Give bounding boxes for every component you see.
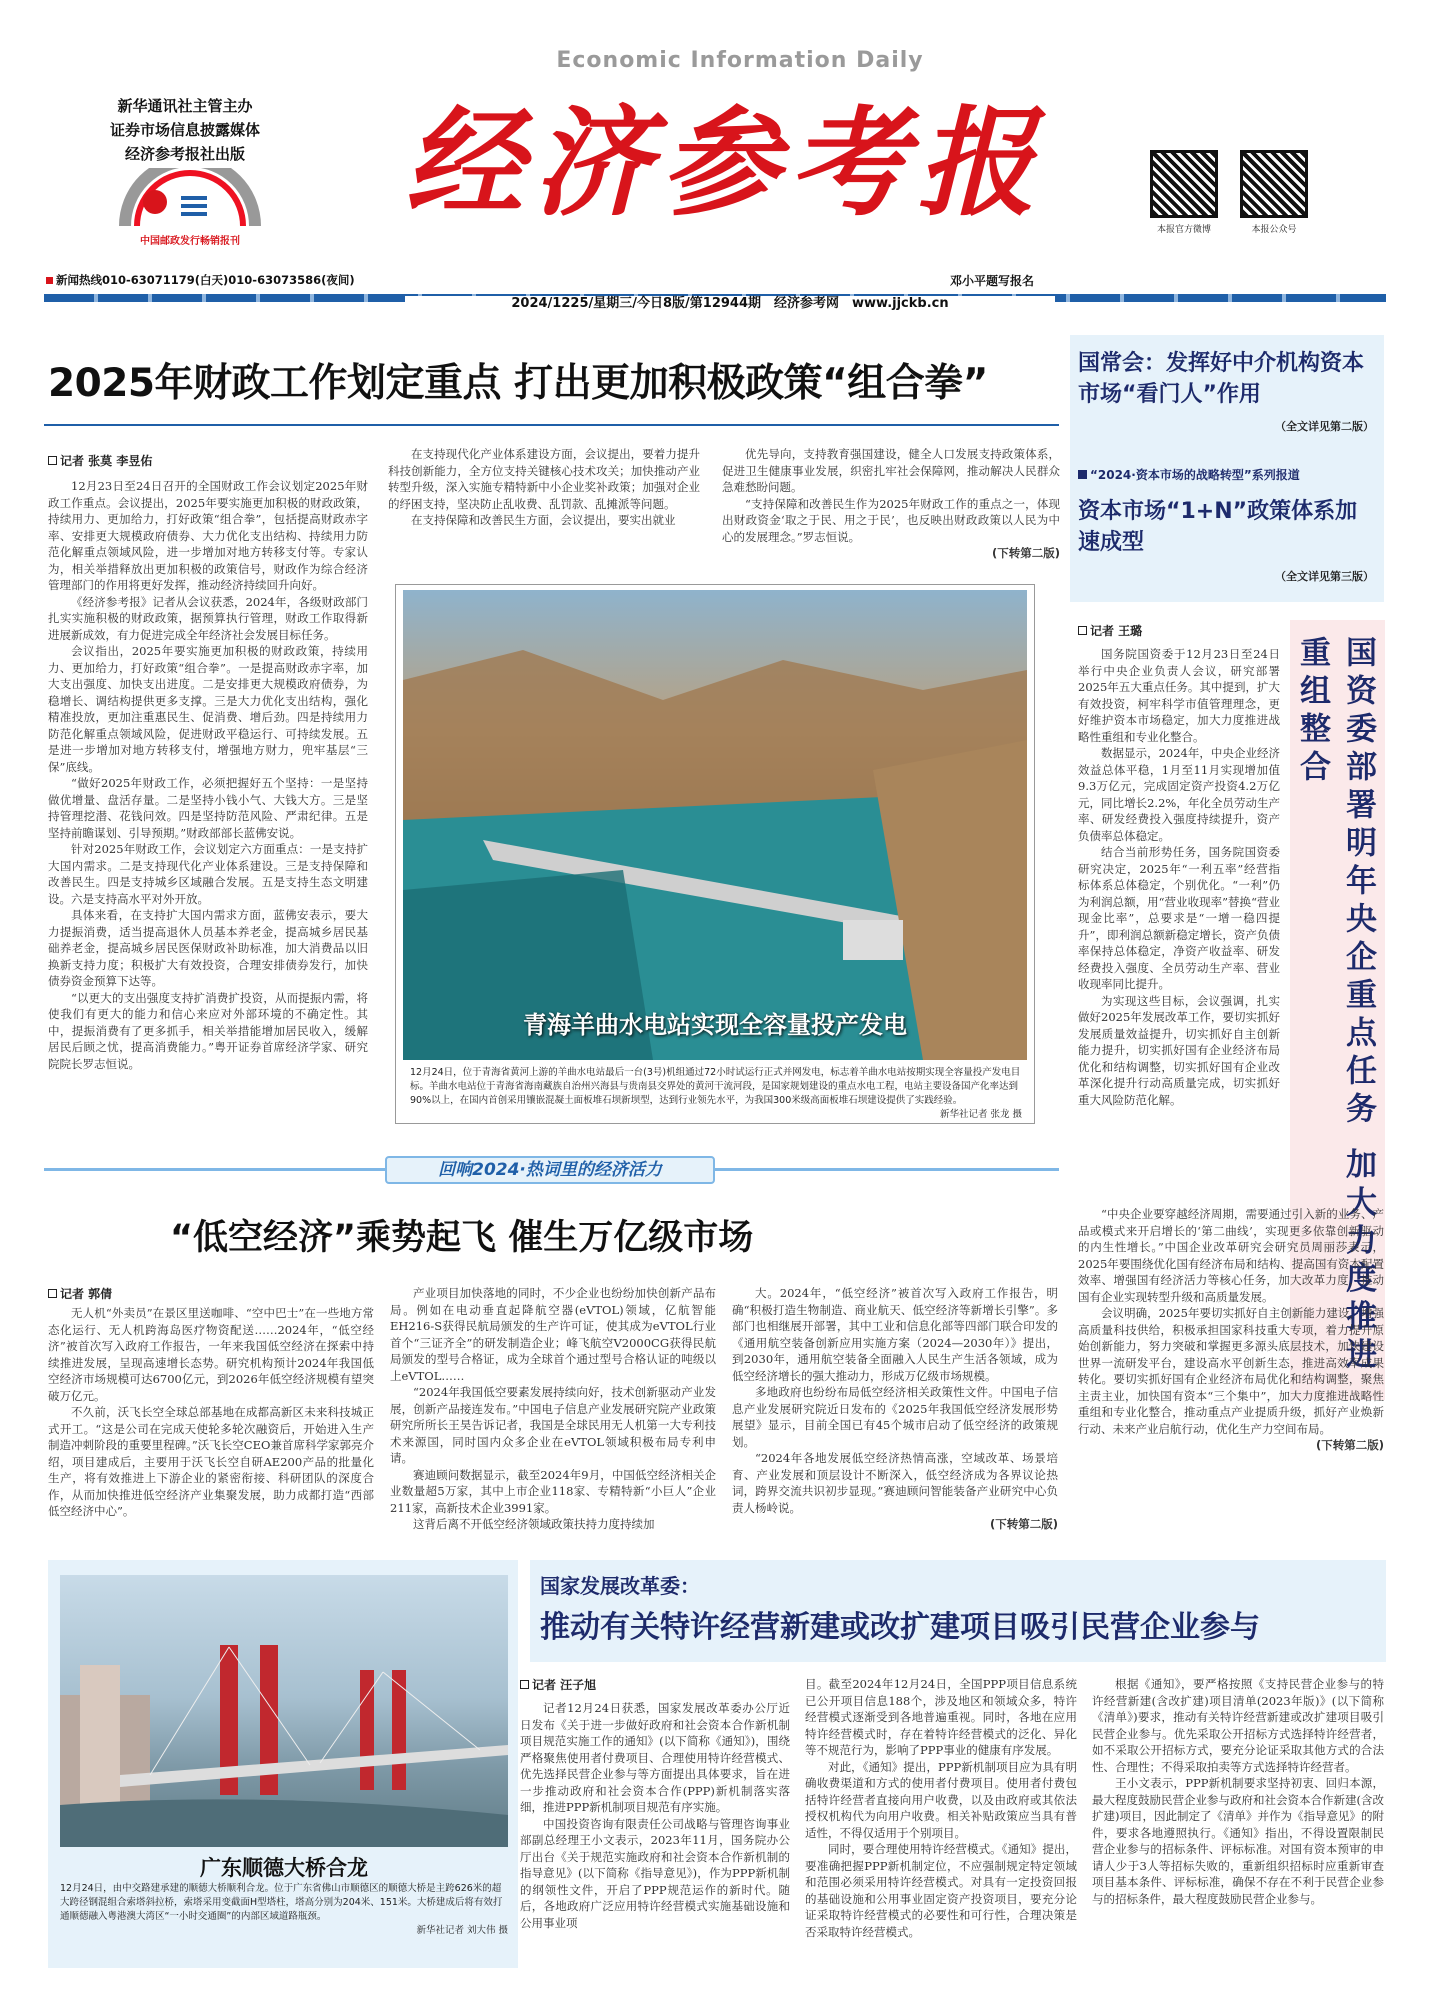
lowalt-byline-text: 记者 郭倩	[60, 1287, 113, 1301]
lowalt-byline	[48, 1285, 112, 1302]
english-title: Economic Information Daily	[556, 48, 924, 73]
sidebar-mid-more[interactable]: （全文详见第三版）	[1275, 570, 1374, 583]
paragraph: 优先导向，支持教育强国建设，健全人口发展支持政策体系，促进卫生健康事业发展，织密扎牢社会保障网，推动解决人民群众急难愁盼问题。	[722, 447, 1060, 494]
ndrc-headline[interactable]: 推动有关特许经营新建或改扩建项目吸引民营企业参与	[540, 1610, 1260, 1645]
soe-long-column	[1078, 1206, 1384, 1546]
lead-byline-text: 记者 张莫 李昱佑	[60, 454, 153, 468]
paragraph: 目。截至2024年12月24日，全国PPP项目信息系统已公开项目信息188个，涉及地区和领域众多，特许经营模式逐渐受到各地普遍重视。同时，各地在应用特许经营模式时，存在着特许经营模式的泛化、异化等不规范行为，影响了PPP事业的健康有序发展。	[805, 1677, 1077, 1757]
lowalt-continued[interactable]: (下转第二版)	[989, 1517, 1058, 1531]
ndrc-column-2	[805, 1676, 1077, 1988]
bridge-photo-caption	[60, 1882, 508, 1938]
lead-column-3	[722, 446, 1060, 586]
lead-column-2	[388, 446, 700, 580]
paragraph: 不久前，沃飞长空全球总部基地在成都高新区未来科技城正式开工。“这是公司在完成天使轮多轮次融资后，开始进入生产制造冲刺阶段的重要里程碑。”沃飞长空CEO兼首席科学家郭亮介绍，项目建成后，主要用于沃飞长空自研AE200产品的批量化生产，将有效推进上下游企业的紧密衔接、科研团队的深度合作，从而加快推进低空经济产业集聚发展，助力成都打造“西部低空经济中心”。	[48, 1405, 374, 1518]
paragraph: 这背后离不开低空经济领域政策扶持力度持续加	[413, 1517, 655, 1531]
paragraph: 记者12月24日获悉，国家发展改革委办公厅近日发布《关于进一步做好政府和社会资本合作新机制项目规范实施工作的通知》(以下简称《通知》)，围绕严格聚焦使用者付费项目、合理使用特许经营模式、优先选择民营企业参与等方面提出具体要求，旨在进一步推动政府和社会资本合作(PPP)新机制落实落细，推进PPP新机制项目规范有序实施。	[520, 1701, 790, 1814]
lead-byline	[48, 452, 152, 469]
soe-short-column	[1078, 646, 1280, 1206]
sidebar-top-headline[interactable]: 国常会：发挥好中介机构资本市场“看门人”作用	[1078, 351, 1365, 407]
publisher-line: 经济参考报社出版	[124, 145, 245, 163]
series-text: “2024·资本市场的战略转型”系列报道	[1090, 468, 1300, 482]
paragraph: 中国投资咨询有限责任公司战略与管理咨询事业部副总经理王小文表示，2023年11月，国务院办公厅出台《关于规范实施政府和社会资本合作新机制的指导意见》(以下简称《指导意见》)，作为PPP新机制的纲领性文件，开启了PPP规范运作的新时代。随后，各地政府广泛应用特许经营模式实施基础设施和公用事业项	[520, 1816, 790, 1930]
lead-column-1	[48, 478, 368, 1178]
paragraph: 多地政府也纷纷布局低空经济相关政策性文件。中国电子信息产业发展研究院近日发布的《2025年我国低空经济发展形势展望》显示，目前全国已有45个城市启动了低空经济的政策规划。	[732, 1385, 1058, 1449]
soe-continued[interactable]: (下转第二版)	[1315, 1438, 1384, 1452]
soe-byline-text: 记者 王璐	[1090, 624, 1143, 638]
lowalt-column-1	[48, 1305, 374, 1575]
paragraph: 为实现这些目标，会议强调，扎实做好2025年发展改革工作，要切实抓好发展质量效益提升，切实抓好自主创新能力提升，切实抓好国有企业经济布局优化和结构调整，切实抓好国有企业改革深化提升行动高质量完成，切实抓好重大风险防范化解。	[1078, 993, 1280, 1107]
soe-vertical-title[interactable]: 国资委部署明年央企重点任务 加大力度推进重组整合	[1294, 636, 1376, 1376]
qr-label: 本报官方微博	[1156, 225, 1211, 235]
calligraphy-note: 邓小平题写报名	[950, 274, 1035, 288]
hotline-text: 新闻热线010-63071179(白天)010-63073586(夜间)	[56, 273, 355, 287]
lowalt-headline[interactable]: “低空经济”乘势起飞 催生万亿级市场	[170, 1218, 754, 1258]
paragraph: 产业项目加快落地的同时，不少企业也纷纷加快创新产品布局。例如在电动垂直起降航空器(eVTOL)领域，亿航智能EH216-S获得民航局颁发的生产许可证，使其成为eVTOL行业首个“三证齐全”的研发制造企业；峰飞航空V2000CG获得民航局颁发的型号合格证，成为全球首个通过型号合格认证的吨级以上eVTOL……	[390, 1286, 716, 1383]
paragraph: 会议明确，2025年要切实抓好自主创新能力建设，增强高质量科技供给，积极承担国家科技重大专项，着力提升原始创新能力，努力突破和掌握更多源头底层技术，加快建设世界一流研发平台，建设高水平创新生态，推进高效率成果转化。要切实抓好国有企业经济布局优化和结构调整，聚焦主责主业，加快国有资本“三个集中”，加大力度推进战略性重组和专业化整合，推动重点产业提质升级，抓好产业焕新行动、未来产业启航行动，优化生产力空间布局。	[1078, 1306, 1384, 1436]
lowalt-column-3	[732, 1285, 1058, 1577]
photo-credit: 新华社记者 刘大伟 摄	[416, 1925, 508, 1936]
caption-text: 12月24日，由中交路建承建的顺德大桥顺利合龙。位于广东省佛山市顺德区的顺德大桥是主跨626米的超大跨径钢混组合索塔斜拉桥，索塔采用变截面H型塔柱，塔高分别为204米、151米。大桥建成后将有效打通顺德融入粤港澳大湾区“一小时交通圈”的内部区域道路瓶颈。	[60, 1883, 503, 1922]
ndrc-byline	[520, 1676, 596, 1693]
paragraph: “2024年各地发展低空经济热情高涨，空域改革、场景培育、产业发展和顶层设计不断深入，低空经济成为各界议论热词，跨界交流共识初步显现。”赛迪顾问智能装备产业研究中心负责人杨岭说。	[732, 1451, 1058, 1515]
lead-continued[interactable]: (下转第二版)	[991, 546, 1060, 560]
sidebar-top-more[interactable]: （全文详见第二版）	[1275, 420, 1374, 433]
series-marker-icon	[1078, 470, 1087, 479]
section-band-label: 回响2024·热词里的经济活力	[385, 1156, 715, 1184]
paragraph: 12月23日至24日召开的全国财政工作会议划定2025年财政工作重点。会议提出，2025年要实施更加积极的财政政策，持续用力、更加给力，打好政策“组合拳”，包括提高财政赤字率、安排更大规模政府债券、大力优化支出结构、持续用力防范化解重点领域风险，进一步增加对地方转移支付等。专家认为，相关举措释放出更加积极的政策信号，财政作为综合经济管理部门的作用将更好发挥，推动经济持续回升向好。	[48, 479, 368, 592]
paragraph: “做好2025年财政工作，必须把握好五个坚持：一是坚持做优增量、盘活存量。二是坚持小钱小气、大钱大方。三是坚持管理挖潜、花钱问效。四是坚持防范风险、严肃纪律。五是坚持前瞻谋划、引导预期。”财政部部长蓝佛安说。	[48, 776, 368, 840]
sidebar-mid-headline[interactable]: 资本市场“1+N”政策体系加速成型	[1078, 499, 1358, 555]
masthead-title: 经济参考报	[404, 93, 1045, 232]
dateline: 2024/1225/星期三/今日8版/第12944期 经济参考网 www.jjckb.cn	[405, 296, 1055, 311]
paragraph: 在支持保障和改善民生方面，会议提出，要实出就业	[411, 513, 676, 527]
paragraph: 数据显示，2024年，中央企业经济效益总体平稳，1月至11月实现增加值9.3万亿元，完成固定资产投资4.2万亿元，同比增长2.2%，年化全员劳动生产率、研发经费投入强度持续提升，资产负债率总体稳定。	[1078, 746, 1280, 843]
paragraph: “支持保障和改善民生作为2025年财政工作的重点之一，体现出财政资金‘取之于民、用之于民’，也反映出财政政策以人民为中心的发展理念。”罗志恒说。	[722, 496, 1060, 544]
paragraph: 同时，要合理使用特许经营模式。《通知》提出，要准确把握PPP新机制定位，不应强制规定特定领域和范围必须采用特许经营模式。对具有一定投资回报的基础设施和公用事业固定资产投资项目，要充分论证采取特许经营模式的必要性和可行性，合理决策是否采取特许经营模式。	[805, 1842, 1077, 1939]
lead-headline[interactable]: 2025年财政工作划定重点 打出更加积极政策“组合拳”	[48, 361, 988, 406]
publisher-line: 证券市场信息披露媒体	[109, 121, 260, 139]
paragraph: 赛迪顾问数据显示，截至2024年9月，中国低空经济相关企业数量超5万家，其中上市企业118家、专精特新“小巨人”企业211家，高新技术企业3991家。	[390, 1467, 716, 1515]
main-photo-caption	[410, 1066, 1022, 1122]
main-photo-title: 青海羊曲水电站实现全容量投产发电	[523, 1011, 907, 1039]
ndrc-column-3	[1092, 1676, 1384, 1988]
paragraph: 针对2025年财政工作，会议划定六方面重点：一是支持扩大国内需求。二是支持现代化产业体系建设。三是支持保障和改善民生。四是支持城乡区域融合发展。五是支持生态文明建设。六是支持高水平对外开放。	[48, 842, 368, 906]
lowalt-column-2	[390, 1285, 716, 1575]
qr-code-weibo-icon[interactable]	[1150, 150, 1218, 218]
bridge-photo-title: 广东顺德大桥合龙	[200, 1855, 368, 1880]
paragraph: “中央企业要穿越经济周期，需要通过引入新的业务、产品或模式来开启增长的‘第二曲线’，实现更多依靠创新驱动的内生性增长。”中国企业改革研究会研究员周丽莎表示，2025年要围绕优化国有经济布局和结构、提高国有资本配置效率、增强国有经济活力等核心任务，加大改革力度，推动国有企业实现转型升级和高质量发展。	[1078, 1207, 1384, 1304]
best-selling-badge-icon	[115, 168, 265, 246]
ndrc-byline-text: 记者 汪子旭	[532, 1678, 597, 1692]
photo-credit: 新华社记者 张龙 摄	[939, 1109, 1022, 1120]
hydropower-station-photo[interactable]	[403, 590, 1027, 1060]
paragraph: 具体来看，在支持扩大国内需求方面，蓝佛安表示，要大力提振消费，适当提高退休人员基本养老金，提高城乡居民基础养老金，提高城乡居民医保财政补助标准，加大消费品以旧换新支持力度；积极扩大有效投资，合理安排债券发行，加快债券资金预算下达等。	[48, 908, 368, 988]
paragraph: 大。2024年，“低空经济”被首次写入政府工作报告，明确“积极打造生物制造、商业航天、低空经济等新增长引擎”。多部门也相继展开部署，其中工业和信息化部等四部门联合印发的《通用航空装备创新应用实施方案（2024—2030年）》提出，到2030年，通用航空装备全面融入人民生产生活各领域，成为低空经济增长的强大推动力，形成万亿级市场规模。	[732, 1286, 1058, 1383]
caption-text: 12月24日，位于青海省黄河上游的羊曲水电站最后一台(3号)机组通过72小时试运行正式并网发电，标志着羊曲水电站按期实现全容量投产发电目标。羊曲水电站位于青海省海南藏族自治州兴海县与贵南县交界处的黄河干流河段，是国家规划建设的重点水电工程，电站主要设备国产化率达到90%以上，在国内首创采用镶嵌混凝土面板堆石坝新坝型，达到行业领先水平，为我国300米级高面板堆石坝建设提供了实践经验。	[410, 1067, 1021, 1106]
paragraph: 国务院国资委于12月23日至24日举行中央企业负责人会议，研究部署2025年五大重点任务。其中提到，扩大有效投资，柯牢科学市值管理理念，更好维护资本市场稳定，加大力度推进战略性重组和专业化整合。	[1078, 647, 1280, 744]
paragraph: 对此，《通知》提出，PPP新机制项目应为具有明确收费渠道和方式的使用者付费项目。使用者付费包括特许经营者直接向用户收费，以及由政府或其依法授权机构代为向用户收费。相关补贴政策应当具有普适性，不得仅适用于个别项目。	[805, 1759, 1077, 1840]
publisher-info	[50, 94, 320, 166]
paragraph: 结合当前形势任务，国务院国资委研究决定，2025年“一利五率”经营指标体系总体稳定，个别优化。“一利”仍为利润总额，用“营业收现率”替换“营业现金比率”，总要求是“一增一稳四提升”，即利润总额新稳定增长，资产负债率保持总体稳定，净资产收益率、研发经费投入强度、全员劳动生产率、营业收现率同比提升。	[1078, 845, 1280, 991]
paragraph: 会议指出，2025年要实施更加积极的财政政策，持续用力、更加给力，打好政策“组合拳”。一是提高财政赤字率，加大支出强度、加快支出进度。二是安排更大规模政府债券，为稳增长、调结构提供更多支撑。三是大力优化支出结构，强化精准投放，更加注重惠民生、促消费、增后劲。四是持续用力防范化解重点领域风险，促进财政平稳运行、可持续发展。五是进一步增加对地方转移支付，增强地方财力，兜牢基层“三保”底线。	[48, 644, 368, 774]
paragraph: 在支持现代化产业体系建设方面，会议提出，要着力提升科技创新能力，全方位支持关键核心技术攻关；加快推动产业转型升级，深入实施专精特新中小企业奖补政策；加强对企业的纾困支持，坚决防止乱收费、乱罚款、乱摊派等问题。	[388, 447, 700, 511]
paragraph: 无人机“外卖员”在景区里送咖啡、“空中巴士”在一些地方常态化运行、无人机跨海岛医疗物资配送……2024年，“低空经济”被首次写入政府工作报告，一年来我国低空经济在探索中持续推进发展，呈现高速增长态势。研究机构预计2024年我国低空经济市场规模可达6700亿元，到2026年低空经济规模有望突破万亿元。	[48, 1306, 374, 1403]
hotline-marker-icon	[46, 277, 53, 284]
hotline	[46, 272, 355, 288]
publisher-line: 新华通讯社主管主办	[117, 97, 253, 115]
bridge-photo[interactable]	[60, 1575, 508, 1847]
ndrc-column-1	[520, 1700, 790, 1988]
lead-rule	[44, 424, 1059, 426]
badge-text: 中国邮政发行畅销报刊	[140, 236, 240, 247]
soe-byline	[1078, 622, 1142, 639]
paragraph: “以更大的支出强度支持扩消费扩投资，从而提振内需，将使我们有更大的能力和信心来应对外部环境的不确定性。其中，提振消费有了更多抓手，相关举措能增加居民收入，缓解居民后顾之忧，提高消费能力。”粤开证券首席经济学家、研究院院长罗志恒说。	[48, 990, 368, 1071]
series-label	[1078, 466, 1300, 483]
qr-code-wechat-icon[interactable]	[1240, 150, 1308, 218]
qr-label: 本报公众号	[1251, 225, 1297, 235]
paragraph: “2024年我国低空要素发展持续向好，技术创新驱动产业发展，创新产品接连发布。”中国电子信息产业发展研究院产业政策研究所所长王昊告诉记者，我国是全球民用无人机第一大专利技术来源国，同时国内众多企业在eVTOL领域积极布局专利申请。	[390, 1385, 716, 1465]
paragraph: 根据《通知》，要严格按照《支持民营企业参与的特许经营新建(含改扩建)项目清单(2023年版)》(以下简称《清单》)要求，推动有关特许经营新建或改扩建项目吸引民营企业参与。优先采取公开招标方式选择特许经营者，如不采取公开招标方式，要充分论证采取其他方式的合法性、合理性；不得采取拍卖等方式选择特许经营者。	[1092, 1677, 1384, 1774]
paragraph: 王小文表示，PPP新机制要求坚持初衷、回归本源，最大程度鼓励民营企业参与政府和社会资本合作新建(含改扩建)项目，因此制定了《清单》并作为《指导意见》的附件，要求各地遵照执行。《通知》指出，不得设置限制民营企业参与的招标条件、评标标准。对国有资本预审的申请人少于3人等招标失败的，重新组织招标时应重新审查项目基本条件、评标标准，确保不存在不利于民营企业参与的招标条件，最大程度鼓励民营企业参与。	[1092, 1776, 1384, 1906]
ndrc-kicker: 国家发展改革委：	[540, 1574, 700, 1598]
paragraph: 《经济参考报》记者从会议获悉，2024年，各级财政部门扎实实施积极的财政政策，据预算执行管理，财政工作取得新进展新成效，有力促进完成全年经济社会发展目标任务。	[48, 594, 368, 642]
